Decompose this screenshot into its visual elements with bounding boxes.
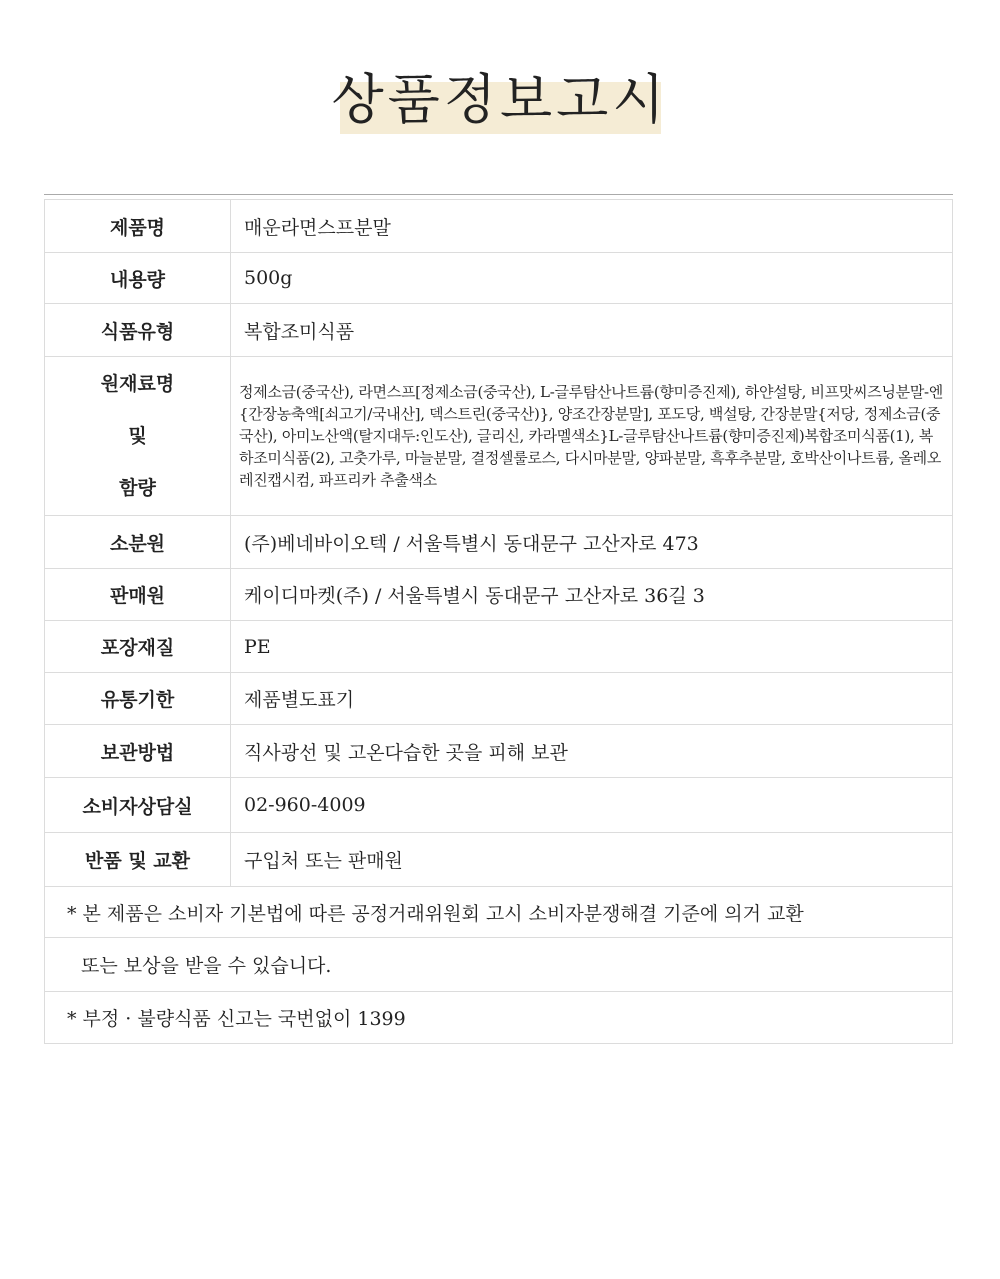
table-row: [45, 569, 953, 621]
product-info-table: [44, 199, 953, 1044]
page-title: 상품정보고시: [331, 68, 669, 131]
row-label: 유통기한: [45, 673, 231, 725]
table-row: [45, 725, 953, 778]
row-label: 포장재질: [45, 621, 231, 673]
table-row: [45, 253, 953, 304]
table-row: [45, 938, 953, 992]
label-line: 함량: [119, 477, 156, 499]
table-row: [45, 516, 953, 569]
table-row: [45, 833, 953, 887]
notice-line: 또는 보상을 받을 수 있습니다.: [45, 938, 953, 992]
table-row: [45, 778, 953, 833]
row-label: 반품 및 교환: [45, 833, 231, 887]
row-label: 제품명: [45, 200, 231, 253]
row-label: 내용량: [45, 253, 231, 304]
table-row: [45, 621, 953, 673]
row-label: 판매원: [45, 569, 231, 621]
row-value: 02-960-4009: [231, 778, 953, 833]
table-row: [45, 887, 953, 938]
row-value: PE: [231, 621, 953, 673]
table-row: [45, 357, 953, 516]
row-value: (주)베네바이오텍 / 서울특별시 동대문구 고산자로 473: [231, 516, 953, 569]
report-notice: * 부정 · 불량식품 신고는 국번없이 1399: [45, 992, 953, 1044]
divider: [44, 194, 953, 195]
row-label: 소분원: [45, 516, 231, 569]
row-value: 케이디마켓(주) / 서울특별시 동대문구 고산자로 36길 3: [231, 569, 953, 621]
row-value: 구입처 또는 판매원: [231, 833, 953, 887]
label-line: 원재료명: [100, 373, 175, 395]
table-row: [45, 304, 953, 357]
label-line: 및: [128, 425, 147, 447]
row-value: 직사광선 및 고온다습한 곳을 피해 보관: [231, 725, 953, 778]
row-value: 복합조미식품: [231, 304, 953, 357]
ingredients-value: 정제소금(중국산), 라면스프[정제소금(중국산), L-글루탐산나트륨(향미증진제), 하얀설탕, 비프맛씨즈닝분말-엔{간장농축액[쇠고기/국내산], 덱스트린(중국산)}, 양조간장분말], 포도당, 백설탕, 간장분말{저당, 정제소금(중국산), 아미노산액(탈지대두:인도산), 글리신, 카라멜색소}L-글루탐산나트륨(향미증진제)복합조미식품(1), 복하조미식품(2), 고춧가루, 마늘분말, 결정셀룰로스, 다시마분말, 양파분말, 흑후추분말, 호박산이나트륨, 올레오레진캡시컴, 파프리카 추출색소: [231, 357, 953, 516]
title-area: [0, 60, 1000, 140]
row-value: 매운라면스프분말: [231, 200, 953, 253]
row-value: 500g: [231, 253, 953, 304]
row-label: 소비자상담실: [45, 778, 231, 833]
table-row: [45, 673, 953, 725]
row-label: 보관방법: [45, 725, 231, 778]
notice-line: * 본 제품은 소비자 기본법에 따른 공정거래위원회 고시 소비자분쟁해결 기준에 의거 교환: [45, 887, 953, 938]
table-row: [45, 200, 953, 253]
row-value: 제품별도표기: [231, 673, 953, 725]
row-label: [45, 357, 231, 516]
table-row: [45, 992, 953, 1044]
row-label: 식품유형: [45, 304, 231, 357]
